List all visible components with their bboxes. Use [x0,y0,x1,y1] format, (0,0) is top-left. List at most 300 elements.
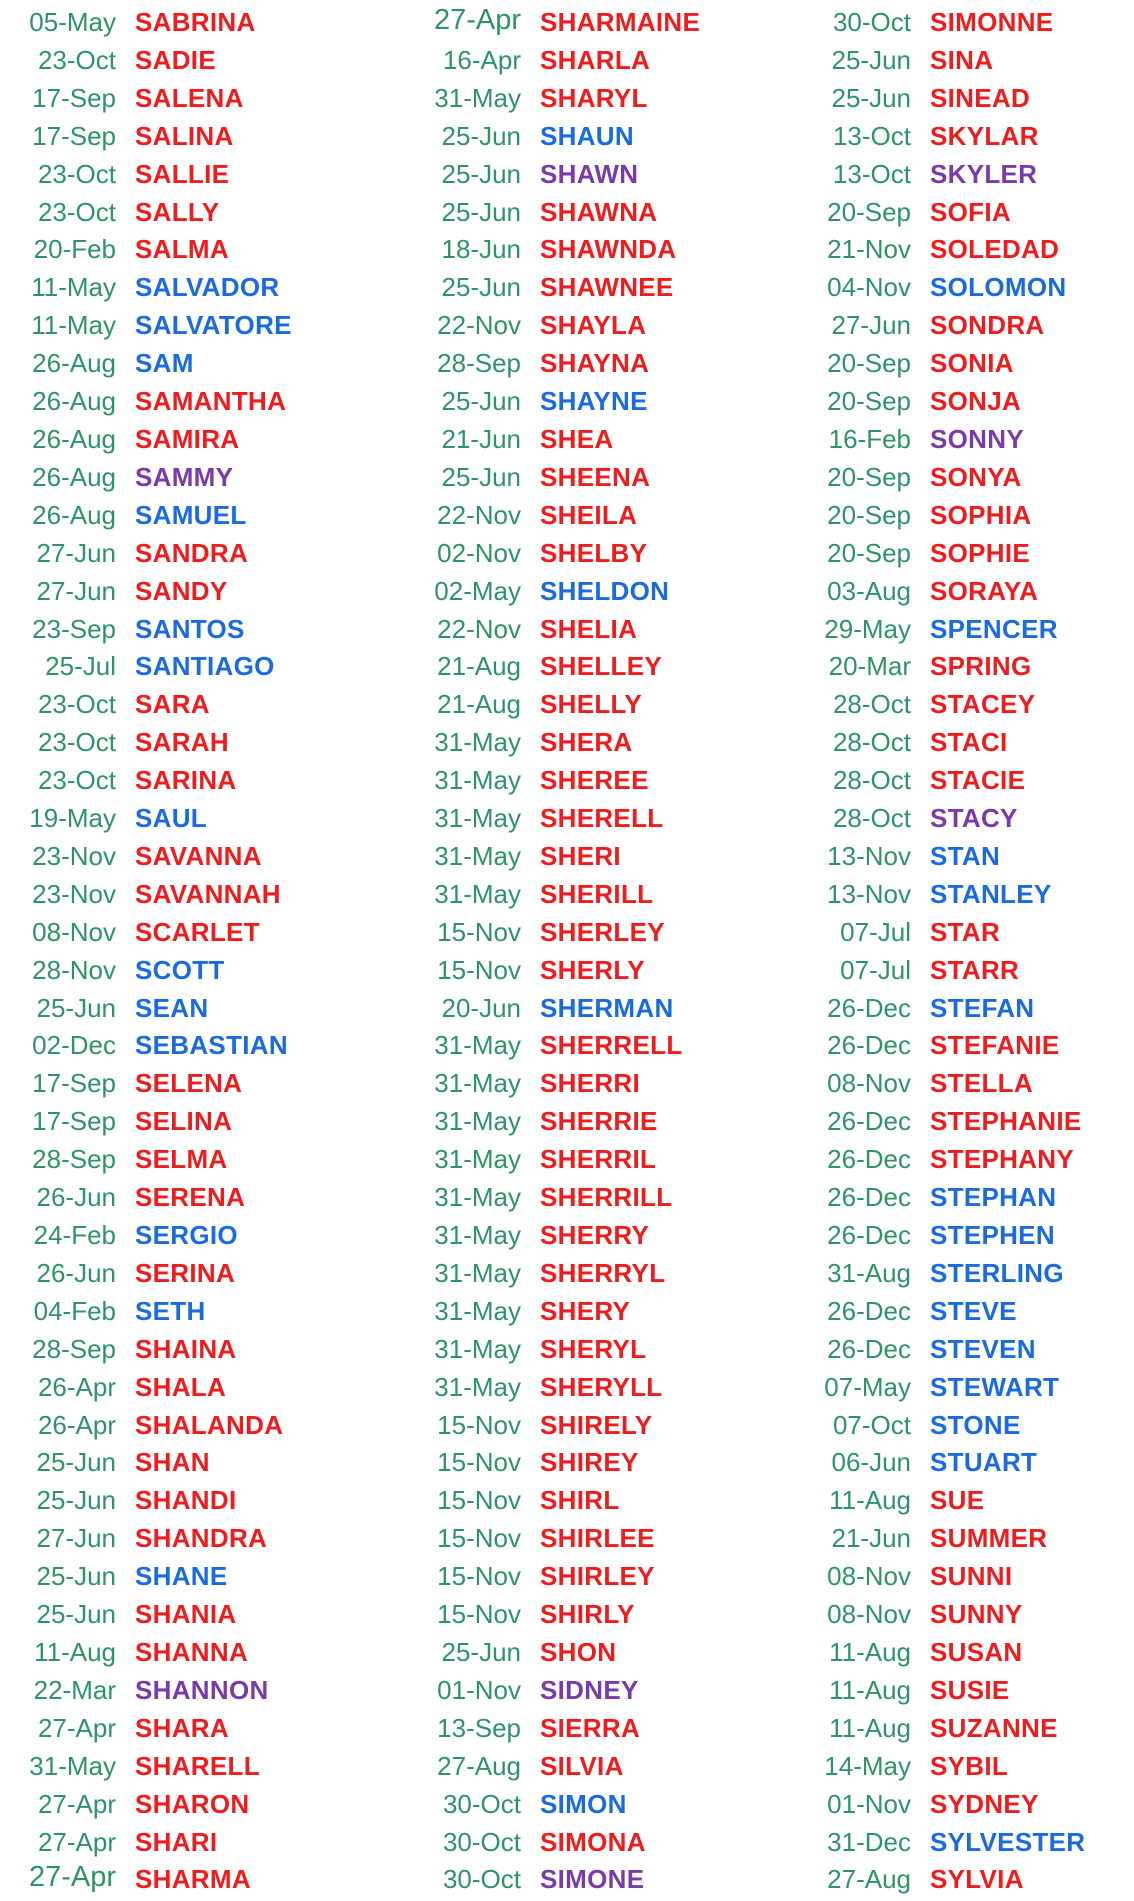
entry-name: SUE [930,1485,985,1516]
list-item [795,305,1134,343]
entry-name: SHAYNA [540,348,650,379]
list-item [0,646,340,684]
list-item [405,609,745,647]
list-item [0,1480,340,1518]
entry-date: 07-Oct [832,1409,911,1440]
list-item [405,798,745,836]
entry-name: SHEA [540,423,614,454]
entry-date: 23-Oct [37,765,116,796]
entry-name: SHERYLL [540,1371,663,1402]
list-item [0,116,340,154]
list-item [795,1594,1134,1632]
list-item [0,1253,340,1291]
list-item [0,533,340,571]
entry-name: SAMUEL [135,499,247,530]
entry-name: STANLEY [930,878,1052,909]
entry-date: 26-Apr [37,1371,116,1402]
entry-date: 05-May [29,7,116,37]
entry-date: 07-Jul [840,916,911,947]
entry-name: STACY [930,803,1018,834]
list-item [795,1822,1134,1860]
list-item [795,722,1134,760]
list-item [0,1101,340,1139]
entry-date: 31-May [434,727,521,758]
entry-name: SAMANTHA [135,386,287,417]
column-3 [795,2,1134,1897]
list-item [795,1367,1134,1405]
entry-name: SARINA [135,765,237,796]
entry-date: 25-Jun [441,386,521,417]
entry-name: SHALA [135,1371,227,1402]
entry-date: 11-Aug [34,1636,116,1667]
entry-name: SALVATORE [135,310,292,341]
entry-name: SUZANNE [930,1712,1058,1743]
list-item [405,343,745,381]
list-item [405,154,745,192]
entry-date: 31-May [434,1333,521,1364]
entry-date: 16-Feb [828,423,911,454]
list-item [405,950,745,988]
entry-date: 31-May [434,1030,521,1061]
list-item [0,760,340,798]
list-item [0,457,340,495]
entry-date: 26-Aug [32,461,116,492]
entry-date: 31-May [434,1106,521,1137]
entry-date: 24-Feb [33,1220,116,1250]
entry-date: 18-Jun [441,234,521,265]
list-item [0,1367,340,1405]
entry-name: SHERLEY [540,916,665,947]
entry-name: SETH [135,1295,206,1326]
list-item [0,609,340,647]
entry-name: SKYLER [930,158,1038,189]
entry-name: SAUL [135,803,207,834]
entry-date: 31-May [434,1220,521,1250]
entry-name: SERGIO [135,1220,238,1250]
entry-date: 23-Oct [37,44,116,75]
list-item [405,722,745,760]
entry-date: 23-Oct [37,727,116,758]
entry-name: SHIRELY [540,1409,653,1440]
entry-name: STONE [930,1409,1021,1440]
list-item [795,1670,1134,1708]
entry-date: 27-Jun [36,537,116,568]
entry-date: 23-Oct [37,196,116,227]
entry-name: SAMIRA [135,423,240,454]
entry-date: 04-Feb [33,1295,116,1326]
entry-name: SONJA [930,386,1022,417]
entry-date: 31-May [434,765,521,796]
entry-name: STEWART [930,1371,1060,1402]
entry-name: SHARLA [540,44,651,75]
entry-name: SHARI [135,1826,218,1857]
entry-date: 13-Oct [832,120,911,151]
entry-name: SUNNI [930,1561,1013,1592]
list-item [795,192,1134,230]
list-item [795,571,1134,609]
entry-date: 01-Nov [437,1674,521,1705]
list-item [795,912,1134,950]
list-item [405,988,745,1026]
entry-date: 17-Sep [32,1106,116,1137]
entry-name: SHERY [540,1295,631,1326]
entry-date: 20-Feb [33,234,116,265]
entry-name: SIMONNE [930,7,1054,37]
entry-date: 30-Oct [442,1788,521,1819]
list-item [795,836,1134,874]
entry-name: SHELDON [540,575,670,606]
entry-name: STARR [930,954,1020,985]
entry-date: 15-Nov [437,1485,521,1516]
column-1 [0,2,340,1897]
entry-date: 27-Jun [36,1523,116,1554]
list-item [405,1822,745,1860]
entry-name: STEPHEN [930,1220,1055,1250]
entry-date: 28-Sep [32,1333,116,1364]
entry-date: 22-Nov [437,613,521,644]
list-item [0,154,340,192]
entry-date: 31-Dec [827,1826,911,1857]
entry-date: 03-Aug [827,575,911,606]
entry-name: SHANE [135,1561,228,1592]
entry-name: SHERRYL [540,1257,666,1288]
entry-date: 21-Nov [827,234,911,265]
entry-name: SORAYA [930,575,1039,606]
entry-date: 27-Apr [37,1826,116,1857]
entry-date: 28-Oct [832,803,911,834]
list-item [795,1632,1134,1670]
entry-date: 26-Dec [827,992,911,1023]
list-item [0,1215,340,1253]
entry-date: 11-Aug [829,1674,911,1705]
entry-name: SHELLY [540,689,642,720]
list-item [0,836,340,874]
entry-name: SHERRILL [540,1182,673,1213]
list-item [0,798,340,836]
list-item [795,1329,1134,1367]
entry-date: 11-Aug [829,1636,911,1667]
entry-date: 31-May [434,82,521,113]
list-item [405,1025,745,1063]
list-item [0,305,340,343]
entry-name: SALMA [135,234,229,265]
list-item [795,1859,1134,1897]
entry-date: 20-Sep [827,461,911,492]
entry-date: 07-May [824,1371,911,1402]
list-item [0,1859,340,1897]
list-item [0,419,340,457]
list-item [0,571,340,609]
entry-date: 31-May [434,1182,521,1213]
entry-date: 26-Dec [827,1106,911,1137]
entry-name: SHAWN [540,158,639,189]
entry-date: 26-Dec [827,1030,911,1061]
entry-date: 31-May [434,1257,521,1288]
entry-date: 30-Oct [442,1864,521,1895]
entry-name: SHERILL [540,878,654,909]
entry-name: SADIE [135,44,216,75]
list-item [405,1291,745,1329]
entry-name: SAMMY [135,461,234,492]
entry-date: 23-Nov [32,840,116,871]
list-item [0,343,340,381]
entry-date: 22-Nov [437,499,521,530]
list-item [0,912,340,950]
list-item [795,1708,1134,1746]
entry-name: SHELBY [540,537,648,568]
entry-date: 20-Sep [827,386,911,417]
entry-date: 15-Nov [437,916,521,947]
list-item [405,836,745,874]
entry-name: SPRING [930,651,1032,682]
list-item [795,229,1134,267]
list-item [0,988,340,1026]
list-item [795,950,1134,988]
entry-name: SCOTT [135,954,225,985]
entry-date: 13-Sep [437,1712,521,1743]
entry-name: SHEREE [540,765,649,796]
entry-date: 30-Oct [442,1826,521,1857]
list-item [0,1405,340,1443]
entry-name: SHANNON [135,1674,269,1705]
entry-name: SEAN [135,992,209,1023]
entry-date: 26-Aug [32,386,116,417]
entry-name: SHIRLY [540,1599,635,1630]
entry-name: SHERRI [540,1068,641,1099]
list-item [795,609,1134,647]
list-item [795,760,1134,798]
entry-name: SHIRL [540,1485,620,1516]
list-item [795,1253,1134,1291]
entry-date: 02-Nov [437,537,521,568]
entry-name: SOPHIE [930,537,1031,568]
entry-date: 26-Jun [36,1257,116,1288]
entry-date: 31-Aug [827,1257,911,1288]
entry-date: 01-Nov [827,1788,911,1819]
list-item [795,343,1134,381]
list-item [0,722,340,760]
entry-name: SKYLAR [930,120,1039,151]
list-item [795,495,1134,533]
entry-name: SIMONE [540,1864,645,1895]
entry-date: 15-Nov [437,1599,521,1630]
entry-date: 26-Aug [32,348,116,379]
list-item [405,116,745,154]
entry-name: SINA [930,44,994,75]
entry-date: 17-Sep [32,120,116,151]
entry-name: SALVADOR [135,272,280,303]
entry-name: SERENA [135,1182,246,1213]
entry-date: 26-Dec [827,1144,911,1175]
list-item [0,1784,340,1822]
list-item [0,950,340,988]
list-item [0,1594,340,1632]
entry-date: 20-Sep [827,537,911,568]
entry-date: 19-May [29,803,116,834]
entry-date: 07-Jul [840,954,911,985]
list-item [405,646,745,684]
list-item [0,1670,340,1708]
list-item [795,381,1134,419]
entry-name: STACIE [930,765,1026,796]
list-item [795,1291,1134,1329]
entry-name: SOPHIA [930,499,1032,530]
entry-name: SAVANNA [135,840,262,871]
entry-date: 27-Apr [28,1861,116,1894]
list-item [795,1025,1134,1063]
list-item [405,1632,745,1670]
entry-date: 25-Jun [441,461,521,492]
list-item [795,1556,1134,1594]
entry-name: SHEENA [540,461,651,492]
list-item [795,988,1134,1026]
list-item [795,533,1134,571]
list-item [795,78,1134,116]
list-item [795,40,1134,78]
list-item [795,1405,1134,1443]
list-item [795,1480,1134,1518]
entry-date: 02-May [434,575,521,606]
entry-name: SHARELL [135,1750,260,1781]
entry-date: 27-Apr [37,1712,116,1743]
entry-name: SONDRA [930,310,1045,341]
entry-name: SYBIL [930,1750,1009,1781]
list-item [795,1784,1134,1822]
entry-date: 21-Aug [437,651,521,682]
list-item [405,192,745,230]
list-item [405,1101,745,1139]
list-item [405,1177,745,1215]
list-item [795,154,1134,192]
list-item [795,1101,1134,1139]
entry-date: 27-Jun [831,310,911,341]
list-item [0,495,340,533]
list-item [795,1215,1134,1253]
entry-name: SHANDI [135,1485,237,1516]
entry-date: 11-May [31,310,116,341]
entry-date: 04-Nov [827,272,911,303]
list-item [0,78,340,116]
list-item [405,78,745,116]
entry-date: 23-Sep [32,613,116,644]
entry-name: SHAYLA [540,310,647,341]
entry-name: SONYA [930,461,1022,492]
list-item [795,1139,1134,1177]
entry-name: STERLING [930,1257,1064,1288]
list-item [405,1442,745,1480]
entry-name: SHERLY [540,954,645,985]
entry-name: STELLA [930,1068,1033,1099]
list-item [405,571,745,609]
entry-date: 15-Nov [437,1447,521,1478]
entry-name: SALINA [135,120,234,151]
entry-name: SANTIAGO [135,651,275,682]
list-item [795,1063,1134,1101]
entry-name: SHAWNEE [540,272,674,303]
entry-name: SHIRLEE [540,1523,655,1554]
list-item [0,874,340,912]
entry-name: STEPHANIE [930,1106,1082,1137]
entry-date: 14-May [824,1750,911,1781]
entry-date: 26-Dec [827,1220,911,1250]
list-item [405,1405,745,1443]
list-item [0,1822,340,1860]
list-item [795,798,1134,836]
list-item [405,305,745,343]
list-item [0,1063,340,1101]
entry-date: 28-Oct [832,765,911,796]
entry-name: SHARYL [540,82,648,113]
entry-name: STACEY [930,689,1036,720]
entry-name: SANTOS [135,613,245,644]
list-item [405,267,745,305]
entry-date: 22-Mar [33,1674,116,1705]
list-item [795,457,1134,495]
entry-name: SARA [135,689,210,720]
list-item [0,40,340,78]
entry-name: SYDNEY [930,1788,1039,1819]
entry-date: 25-Jun [831,44,911,75]
entry-name: SOFIA [930,196,1011,227]
list-item [795,874,1134,912]
list-item [405,1253,745,1291]
entry-name: STACI [930,727,1008,758]
entry-date: 25-Jun [36,992,116,1023]
list-item [405,533,745,571]
entry-date: 31-May [434,840,521,871]
entry-date: 26-Apr [37,1409,116,1440]
entry-date: 31-May [434,1295,521,1326]
list-item [405,1139,745,1177]
entry-date: 31-May [434,1144,521,1175]
entry-date: 25-Jun [441,272,521,303]
list-item [0,229,340,267]
entry-name: SHARA [135,1712,229,1743]
entry-name: SELINA [135,1106,233,1137]
list-item [0,1556,340,1594]
entry-date: 27-Jun [36,575,116,606]
list-item [405,1329,745,1367]
entry-name: SHELLEY [540,651,663,682]
list-item [795,1518,1134,1556]
entry-date: 31-May [434,878,521,909]
entry-name: SUSAN [930,1636,1023,1667]
entry-name: STEPHAN [930,1182,1057,1213]
entry-date: 23-Oct [37,689,116,720]
entry-name: SUNNY [930,1599,1023,1630]
entry-name: SALENA [135,82,244,113]
entry-date: 20-Mar [828,651,911,682]
entry-date: 25-Jun [36,1561,116,1592]
entry-name: SHARON [135,1788,250,1819]
list-item [405,1480,745,1518]
list-item [405,1784,745,1822]
entry-name: STEPHANY [930,1144,1074,1175]
entry-name: SILVIA [540,1750,624,1781]
entry-date: 17-Sep [32,82,116,113]
entry-name: STEFAN [930,992,1035,1023]
list-item [795,684,1134,722]
entry-name: SHERRIL [540,1144,657,1175]
entry-date: 25-Jun [36,1599,116,1630]
entry-date: 25-Jun [36,1485,116,1516]
entry-name: SOLOMON [930,272,1067,303]
entry-name: SHERRY [540,1220,650,1250]
list-item [405,40,745,78]
list-item [405,760,745,798]
entry-date: 26-Dec [827,1182,911,1213]
entry-name: SYLVESTER [930,1826,1086,1857]
